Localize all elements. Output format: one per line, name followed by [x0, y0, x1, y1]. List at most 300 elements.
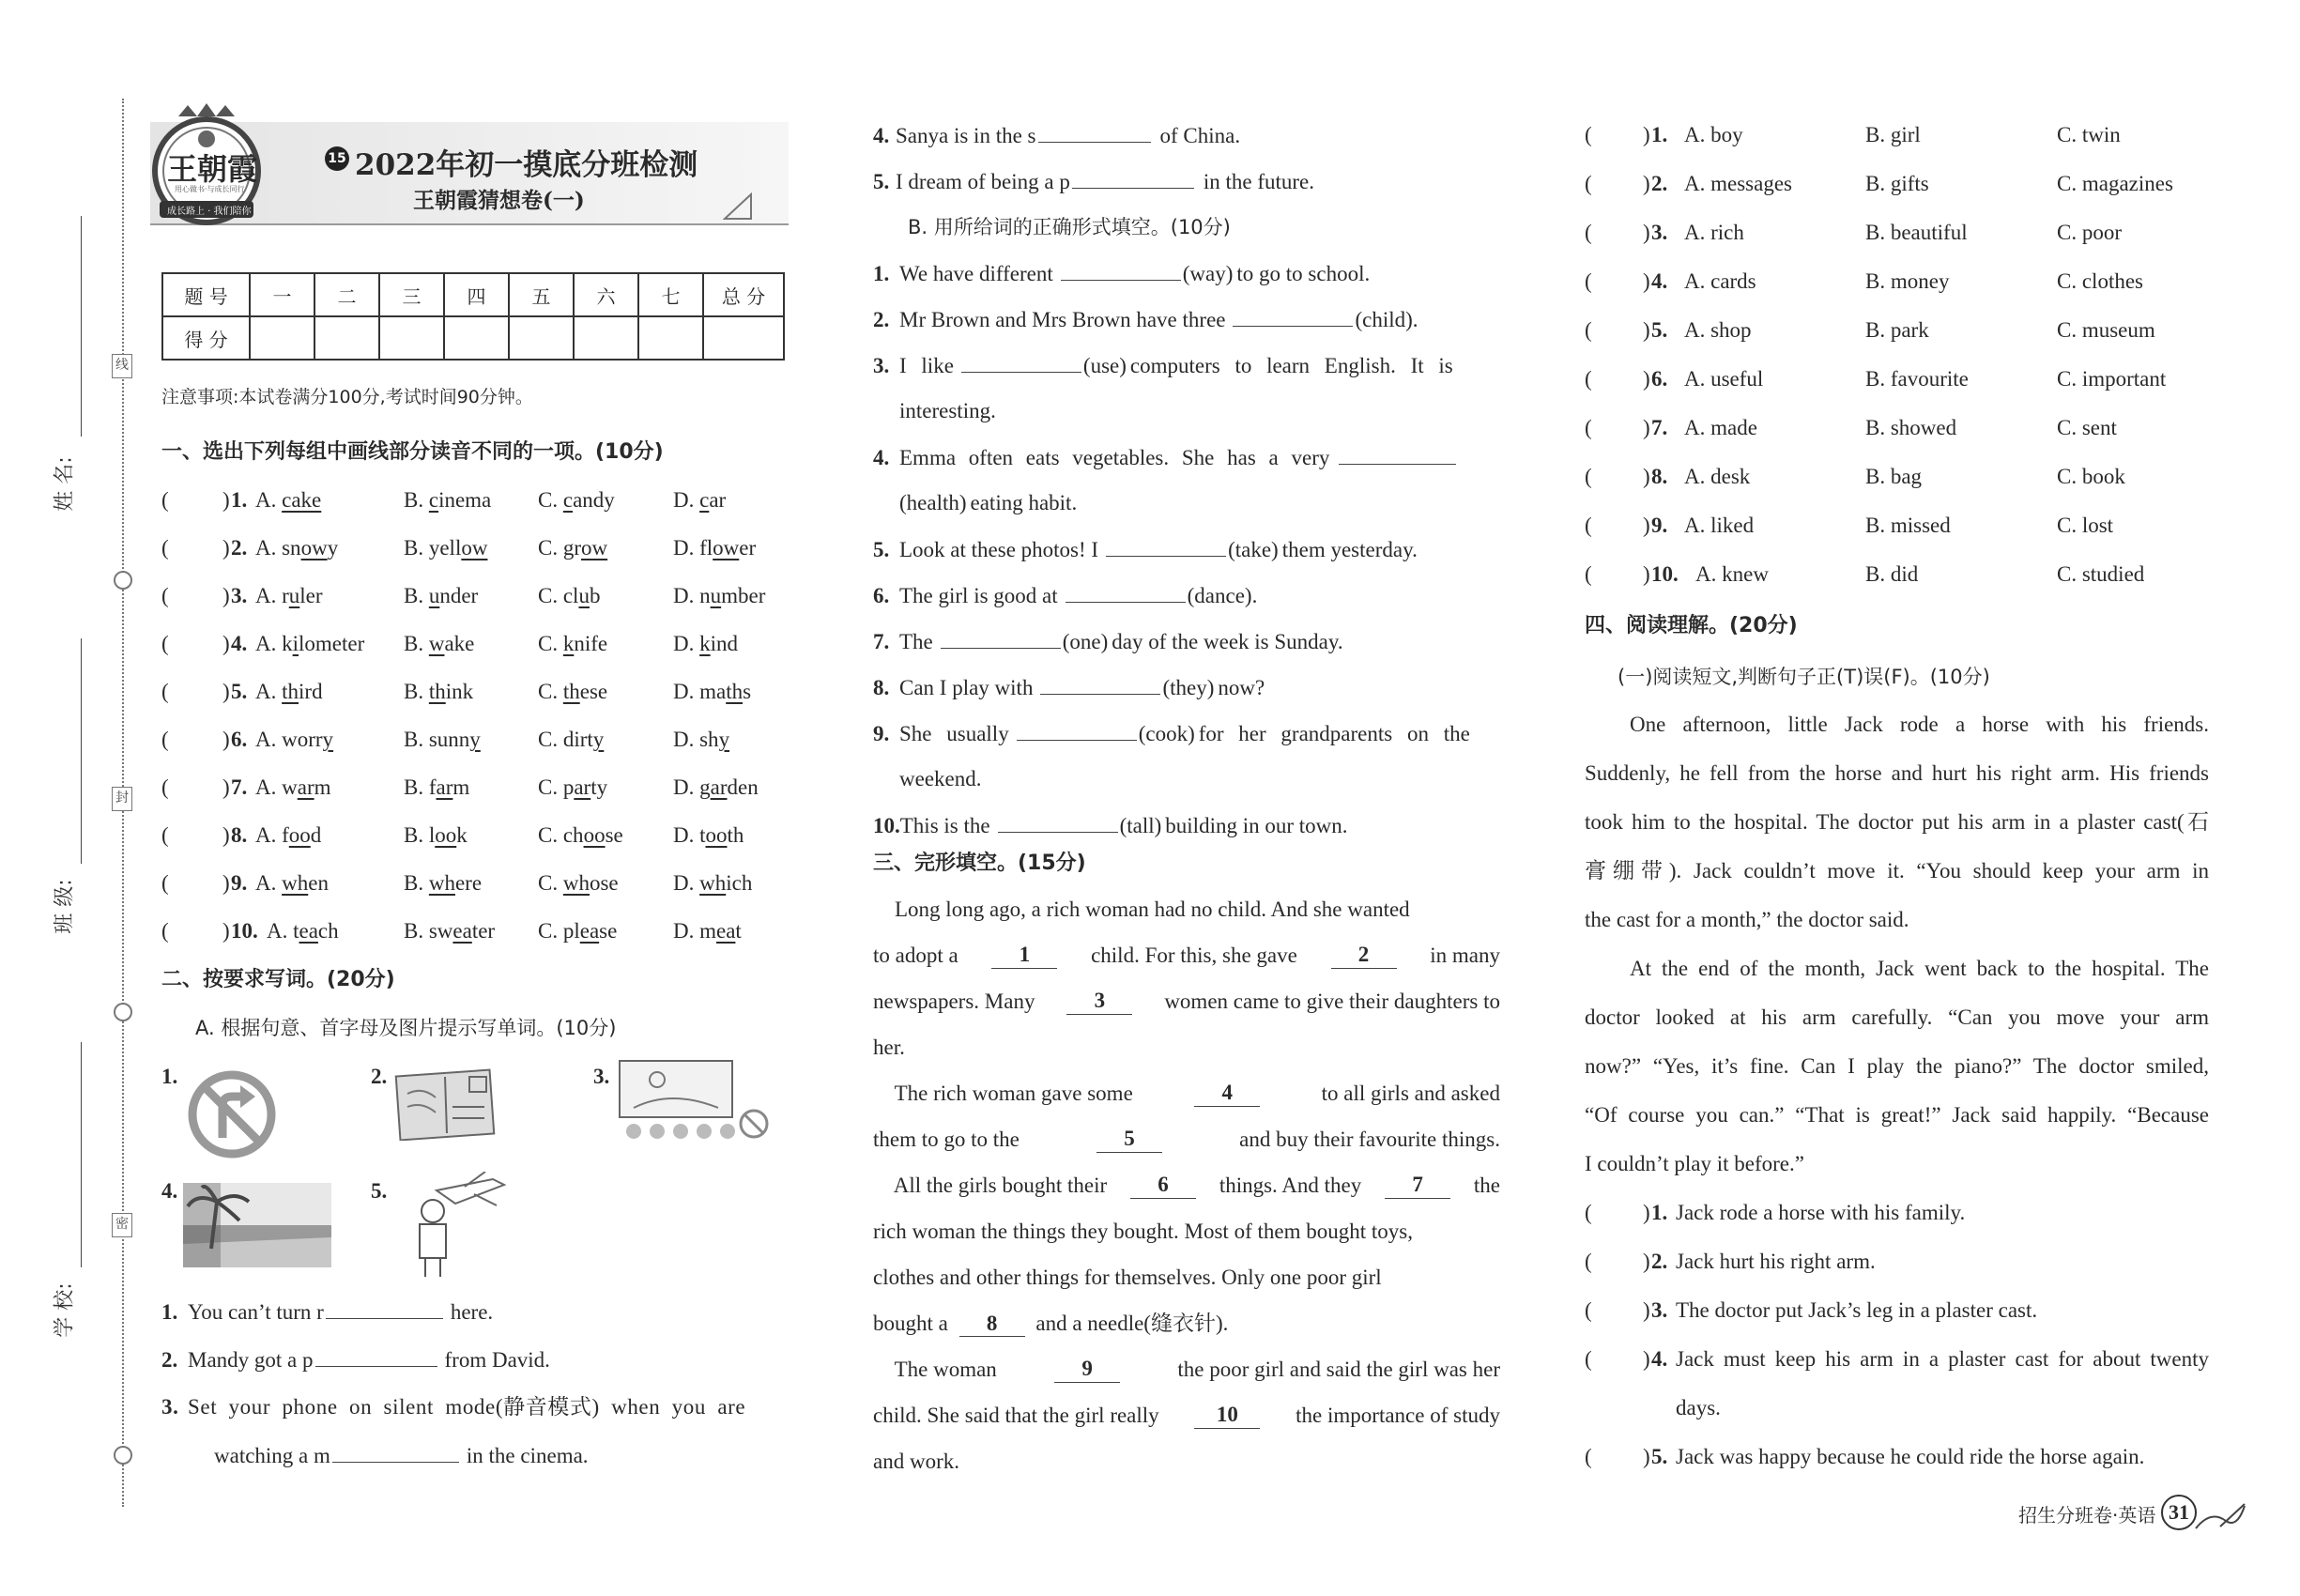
question-number: 2. — [231, 536, 248, 560]
notice: 注意事项:本试卷满分100分,考试时间90分钟。 — [161, 387, 533, 407]
score-row-label: 得 分 — [162, 316, 250, 360]
option-text: D. ma — [673, 680, 727, 703]
fill-question — [873, 444, 1500, 471]
option-text: B. — [404, 584, 429, 607]
subsection-title: (一)阅读短文,判断句子正(T)误(F)。(10分) — [1618, 666, 1990, 688]
answer-bracket[interactable]: ( — [161, 680, 169, 703]
passage-text: the poor girl and said the girl was her — [1172, 1358, 1500, 1381]
option-text: b — [589, 584, 601, 607]
option — [673, 679, 751, 705]
option-text: d — [310, 823, 322, 847]
option-b: B. money — [1865, 269, 1950, 293]
option-a: A. rich — [1684, 221, 1744, 244]
passage-text: now?” “Yes, it’s fine. Can I play the piano?” The doctor smiled, — [1585, 1054, 2209, 1078]
option-row — [1585, 513, 2242, 541]
answer-blank[interactable] — [1072, 168, 1194, 189]
option-text: inema — [438, 488, 492, 512]
score-input-cell[interactable] — [638, 316, 703, 360]
question-number: 2. — [1651, 172, 1668, 195]
underlined-letters: i — [292, 632, 299, 655]
name-field[interactable] — [53, 216, 84, 535]
option-c: C. poor — [2057, 221, 2122, 244]
question-text: watching a m — [214, 1444, 330, 1467]
passage-text: I couldn’t play it before.” — [1585, 1152, 1804, 1175]
option-text: D. — [673, 632, 700, 655]
underlined-letters: oo — [583, 823, 606, 847]
option-text: nder — [439, 584, 479, 607]
option — [404, 822, 468, 849]
fill-question — [188, 1442, 815, 1469]
option-text: ird — [299, 680, 323, 703]
option-text: C. pl — [538, 919, 580, 943]
underlined-letters: k — [699, 632, 711, 655]
answer-bracket[interactable]: ( — [161, 919, 169, 943]
option-text: A. r — [255, 584, 289, 607]
answer-bracket-close: ) — [222, 919, 230, 943]
answer-blank[interactable] — [1017, 720, 1137, 741]
answer-bracket-close: ) — [222, 871, 230, 895]
question-text: interesting. — [899, 399, 996, 422]
passage-line — [873, 1357, 1500, 1383]
passage-line — [1585, 1053, 2209, 1080]
answer-blank[interactable] — [1061, 260, 1181, 281]
option-text: en — [308, 871, 329, 895]
option-row — [1585, 269, 2242, 297]
answer-bracket[interactable]: ( — [1585, 514, 1592, 537]
answer-blank[interactable] — [1038, 122, 1151, 143]
option-b: B. missed — [1865, 514, 1951, 537]
fill-question — [873, 122, 1240, 149]
option — [538, 918, 617, 944]
passage-text: and work. — [873, 1450, 959, 1473]
option-text: C. dirt — [538, 728, 593, 751]
passage-line — [1585, 956, 2209, 982]
answer-bracket-close: ) — [222, 728, 230, 751]
passage-text: took him to the hospital. The doctor put his arm in a plaster cast(石 — [1585, 810, 2209, 834]
option-text: A. t — [267, 919, 299, 943]
option-b: B. showed — [1865, 416, 1957, 439]
answer-bracket[interactable]: ( — [1585, 1201, 1592, 1224]
option-text: C. — [538, 680, 563, 703]
underlined-letters: th — [428, 680, 446, 703]
name-label: 姓 名: — [53, 456, 77, 512]
question-text: Sanya is in the s — [896, 124, 1036, 147]
word-hint: (child). — [1355, 308, 1418, 331]
question-text: The doctor put Jack’s leg in a plaster cast. — [1676, 1298, 2038, 1322]
fill-question — [873, 720, 1500, 747]
question-number: 1. — [231, 488, 248, 512]
question-number: 7. — [873, 630, 890, 653]
option-text: ose — [589, 871, 619, 895]
option — [538, 583, 600, 609]
subsection-title: A. 根据句意、首字母及图片提示写单词。(10分) — [195, 1017, 617, 1039]
question-number: 4. — [231, 632, 248, 655]
option-a: A. made — [1684, 416, 1757, 439]
question-text: Look at these photos! I — [899, 538, 1099, 561]
option-text: ler — [299, 584, 323, 607]
option-text: ake — [444, 632, 475, 655]
picture-number: 5. — [371, 1179, 388, 1203]
option-text: A. — [255, 488, 283, 512]
option-text: B. — [404, 632, 429, 655]
underlined-letters: ea — [716, 919, 736, 943]
underlined-letters: ow — [300, 536, 328, 560]
passage-line — [873, 1081, 1500, 1107]
answer-bracket[interactable]: ( — [1585, 1347, 1592, 1371]
answer-blank[interactable] — [1066, 582, 1186, 603]
option — [673, 487, 726, 514]
question-text: eating habit. — [970, 491, 1078, 514]
passage-line — [873, 1127, 1500, 1153]
score-input-cell[interactable] — [314, 316, 379, 360]
score-input-cell[interactable] — [444, 316, 509, 360]
option-b: B. did — [1865, 562, 1919, 586]
option-c: C. book — [2057, 465, 2125, 488]
option-text: ese — [579, 680, 608, 703]
answer-bracket[interactable]: ( — [161, 871, 169, 895]
answer-bracket[interactable]: ( — [161, 632, 169, 655]
answer-bracket[interactable]: ( — [1585, 1298, 1592, 1322]
option — [673, 727, 729, 753]
answer-blank[interactable] — [1233, 306, 1353, 327]
answer-bracket[interactable]: ( — [161, 488, 169, 512]
question-text: for her grandparents on the — [1198, 722, 1470, 745]
option-text: se — [599, 919, 618, 943]
option-text: D. g — [673, 775, 711, 799]
passage-text: them to go to the — [873, 1128, 1025, 1151]
passage-text: bought a — [873, 1312, 954, 1335]
underlined-letters: oo — [705, 823, 728, 847]
option-a: A. desk — [1684, 465, 1751, 488]
option-text: nife — [574, 632, 608, 655]
question-text: You can’t turn r — [188, 1300, 324, 1324]
answer-bracket[interactable]: ( — [161, 536, 169, 560]
passage-line — [1585, 1005, 2209, 1031]
option-row — [1585, 317, 2242, 345]
question-number: 8. — [231, 823, 248, 847]
fill-question — [873, 168, 1314, 195]
option-a: A. boy — [1684, 123, 1743, 146]
passage-text: her. — [873, 1036, 905, 1059]
brand-ribbon: 成长路上 · 我们陪你 — [167, 207, 252, 217]
option-text: ch — [317, 919, 339, 943]
page-number: 31 — [2161, 1495, 2197, 1530]
option — [404, 775, 469, 801]
option — [538, 631, 607, 657]
fill-question — [873, 536, 1500, 563]
answer-bracket-close: ) — [222, 488, 230, 512]
fill-question — [161, 1298, 789, 1326]
option-row — [1585, 415, 2242, 443]
picture-number: 4. — [161, 1179, 178, 1203]
answer-bracket-close: ) — [1643, 318, 1650, 342]
question-number: 4. — [873, 124, 890, 147]
question-text: day of the week is Sunday. — [1112, 630, 1343, 653]
cloze-blank[interactable]: 4 — [1194, 1081, 1260, 1107]
option-text: B. — [404, 680, 429, 703]
option-row — [1585, 171, 2242, 199]
option-text: D. fl — [673, 536, 713, 560]
answer-bracket-close: ) — [222, 823, 230, 847]
fill-question — [873, 352, 1500, 379]
question-text: She usually — [899, 722, 1009, 745]
question-number: 7. — [1651, 416, 1668, 439]
question-text: days. — [1676, 1396, 1721, 1420]
option-row — [1585, 366, 2242, 394]
fill-question — [873, 398, 1500, 424]
option-text: C. ch — [538, 823, 584, 847]
answer-bracket[interactable]: ( — [1585, 172, 1592, 195]
answer-bracket-close: ) — [1643, 465, 1650, 488]
passage-line — [873, 1173, 1500, 1199]
option-text: B. sunn — [404, 728, 470, 751]
passage-text: All the girls bought their — [873, 1174, 1112, 1197]
underlined-letters: c — [428, 488, 439, 512]
score-header-cell: 七 — [638, 273, 703, 316]
answer-bracket[interactable]: ( — [161, 728, 169, 751]
option-text: th — [727, 823, 744, 847]
question-number: 2. — [1651, 1250, 1668, 1273]
option-text: C. gr — [538, 536, 581, 560]
option — [255, 870, 329, 897]
option — [673, 775, 759, 801]
question-text: I dream of being a p — [896, 170, 1070, 193]
passage-text: At the end of the month, Jack went back to the hospital. The — [1630, 957, 2209, 980]
answer-bracket[interactable]: ( — [1585, 269, 1592, 293]
word-hint: (use) — [1082, 354, 1127, 377]
answer-bracket[interactable]: ( — [1585, 416, 1592, 439]
passage-text: 膏绷带). Jack couldn’t move it. “You should keep your arm in — [1585, 859, 2209, 882]
fill-question — [873, 260, 1500, 287]
answer-bracket-close: ) — [1643, 1347, 1650, 1371]
passage-text: child. She said that the girl really — [873, 1404, 1165, 1427]
passage-text: The rich woman gave some — [873, 1082, 1139, 1105]
cloze-blank[interactable]: 2 — [1331, 943, 1397, 969]
option-c: C. lost — [2057, 514, 2114, 537]
question-number: 8. — [1651, 465, 1668, 488]
underlined-letters: u — [288, 584, 300, 607]
option-c: C. important — [2057, 367, 2167, 391]
passage-text: Long long ago, a rich woman had no child. And she wanted — [873, 898, 1410, 921]
word-hint: (health) — [899, 491, 967, 514]
question-text: We have different — [899, 262, 1053, 285]
question-number: 4. — [1651, 269, 1668, 293]
score-header-cell: 一 — [250, 273, 314, 316]
answer-bracket-close: ) — [1643, 562, 1650, 586]
score-input-cell[interactable] — [703, 316, 784, 360]
option-text: den — [727, 775, 759, 799]
passage-line — [873, 897, 1500, 923]
answer-bracket[interactable]: ( — [161, 823, 169, 847]
option — [255, 535, 338, 561]
underlined-letters: wh — [699, 871, 727, 895]
question-text: from David. — [444, 1348, 550, 1372]
brand-tagline: 用心做书·与成长同行 — [175, 185, 245, 193]
cloze-blank[interactable]: 10 — [1194, 1403, 1260, 1429]
option-text: D. t — [673, 823, 706, 847]
question-text: Jack hurt his right arm. — [1676, 1250, 1876, 1273]
underlined-letters: th — [282, 680, 299, 703]
underlined-letters: th — [726, 680, 744, 703]
fill-question — [873, 306, 1500, 333]
class-field[interactable] — [53, 638, 84, 958]
passage-text: The woman — [873, 1358, 1003, 1381]
score-header-cell: 四 — [444, 273, 509, 316]
option-c: C. magazines — [2057, 172, 2173, 195]
option-text: C. cl — [538, 584, 579, 607]
option-text: C. p — [538, 775, 575, 799]
section-title: 三、完形填空。(15分) — [873, 852, 1086, 875]
underlined-letters: ar — [436, 775, 453, 799]
answer-bracket-close: ) — [222, 584, 230, 607]
option-row — [1585, 561, 2242, 590]
option — [673, 583, 765, 609]
cloze-blank[interactable]: 6 — [1130, 1173, 1196, 1199]
question-text: building in our town. — [1165, 814, 1348, 837]
option — [538, 487, 615, 514]
option-text: B. sw — [404, 919, 453, 943]
option-text: t — [735, 919, 742, 943]
question-text: now? — [1218, 676, 1265, 699]
option-text: A. f — [255, 823, 289, 847]
cloze-blank[interactable]: 9 — [1054, 1357, 1120, 1383]
answer-bracket[interactable]: ( — [1585, 123, 1592, 146]
score-header-cell: 总 分 — [703, 273, 784, 316]
answer-bracket[interactable]: ( — [1585, 1250, 1592, 1273]
question-number: 9. — [1651, 514, 1668, 537]
question-text: them yesterday. — [1281, 538, 1418, 561]
answer-blank[interactable] — [961, 352, 1081, 373]
answer-blank[interactable] — [326, 1298, 443, 1319]
question-number: 10. — [873, 814, 900, 837]
option — [673, 822, 744, 849]
option-text: A. worr — [255, 728, 323, 751]
answer-bracket[interactable]: ( — [1585, 367, 1592, 391]
option-text: y — [327, 536, 339, 560]
option-b: B. park — [1865, 318, 1929, 342]
answer-blank[interactable] — [1106, 536, 1226, 557]
option-text: er — [739, 536, 757, 560]
underlined-letters: ea — [579, 919, 600, 943]
underlined-letters: wh — [562, 871, 590, 895]
option-text: D. m — [673, 919, 716, 943]
answer-blank[interactable] — [998, 812, 1118, 833]
underlined-letters: c — [699, 488, 710, 512]
score-input-cell[interactable] — [509, 316, 574, 360]
answer-blank[interactable] — [1339, 444, 1456, 465]
option-c: C. clothes — [2057, 269, 2143, 293]
answer-blank[interactable] — [1040, 674, 1160, 695]
answer-bracket[interactable]: ( — [1585, 562, 1592, 586]
option-text: D. sh — [673, 728, 719, 751]
answer-bracket[interactable]: ( — [1585, 318, 1592, 342]
option-text: s — [743, 680, 752, 703]
cloze-blank[interactable]: 5 — [1096, 1127, 1162, 1153]
option-b: B. bag — [1865, 465, 1923, 488]
passage-text: Suddenly, he fell from the horse and hurt his right arm. His friends — [1585, 761, 2209, 785]
name-underline — [81, 216, 82, 437]
question-text: Jack was happy because he could ride the horse again. — [1676, 1445, 2145, 1468]
answer-bracket-close: ) — [1643, 269, 1650, 293]
answer-bracket-close: ) — [1643, 416, 1650, 439]
cloze-blank[interactable]: 8 — [959, 1312, 1025, 1337]
option-text: m — [452, 775, 470, 799]
binding-ring — [114, 571, 132, 590]
fill-question — [161, 1346, 789, 1373]
score-header-cell: 二 — [314, 273, 379, 316]
answer-blank[interactable] — [941, 628, 1061, 649]
passage-text: clothes and other things for themselves. Only one poor girl — [873, 1266, 1382, 1289]
seal-mark: 密 — [112, 1213, 132, 1237]
question-text: The girl is good at — [899, 584, 1058, 607]
question-text: This is the — [899, 814, 990, 837]
answer-bracket[interactable]: ( — [1585, 1445, 1592, 1468]
cloze-blank[interactable]: 3 — [1066, 989, 1132, 1015]
passage-line — [1585, 760, 2209, 787]
answer-bracket[interactable]: ( — [161, 584, 169, 607]
school-field[interactable] — [53, 1042, 84, 1361]
paper-title: 2022年初一摸底分班检测 — [355, 148, 698, 182]
answer-blank[interactable] — [315, 1346, 437, 1367]
question-text: Emma often eats vegetables. She has a very — [899, 446, 1330, 469]
score-header-cell: 三 — [379, 273, 444, 316]
answer-bracket[interactable]: ( — [1585, 465, 1592, 488]
passage-line — [873, 1311, 1500, 1337]
question-text: to go to school. — [1236, 262, 1371, 285]
option-text: B. — [404, 871, 429, 895]
option-text: B. f — [404, 775, 437, 799]
option-text: B. — [404, 488, 429, 512]
option — [538, 870, 619, 897]
word-hint: (one) — [1062, 630, 1109, 653]
score-input-cell[interactable] — [250, 316, 314, 360]
picture-number: 1. — [161, 1065, 178, 1088]
option-text: D. n — [673, 584, 711, 607]
underlined-letters: ar — [710, 775, 728, 799]
answer-bracket[interactable]: ( — [161, 775, 169, 799]
fill-question — [873, 674, 1500, 701]
option-a: A. cards — [1684, 269, 1756, 293]
option-text: mber — [721, 584, 766, 607]
question-text: Set your phone on silent mode(静音模式) when you are — [188, 1395, 746, 1419]
score-input-cell[interactable] — [379, 316, 444, 360]
cloze-blank[interactable]: 1 — [991, 943, 1057, 969]
option-text: C. — [538, 632, 563, 655]
question-text: Can I play with — [899, 676, 1034, 699]
option-text: B. yell — [404, 536, 462, 560]
option-text: D. — [673, 488, 700, 512]
passage-text: and buy their favourite things. — [1234, 1128, 1500, 1151]
underlined-letters: u — [428, 584, 440, 607]
cinema-audience-icon — [615, 1056, 770, 1150]
answer-blank[interactable] — [332, 1442, 459, 1463]
paper-subtitle: 王朝霞猜想卷(一) — [413, 188, 585, 213]
option — [255, 631, 364, 657]
underlined-letters: y — [718, 728, 730, 751]
cloze-blank[interactable]: 7 — [1385, 1173, 1450, 1199]
answer-bracket[interactable]: ( — [1585, 221, 1592, 244]
answer-bracket-close: ) — [1643, 1201, 1650, 1224]
score-input-cell[interactable] — [574, 316, 638, 360]
option — [538, 822, 623, 849]
option-text: andy — [573, 488, 615, 512]
school-label: 学 校: — [53, 1282, 77, 1338]
option-text: ind — [710, 632, 739, 655]
passage-line — [873, 989, 1500, 1015]
postcard-icon — [394, 1066, 498, 1141]
question-text: computers to learn English. It is — [1129, 354, 1453, 377]
option — [538, 535, 607, 561]
